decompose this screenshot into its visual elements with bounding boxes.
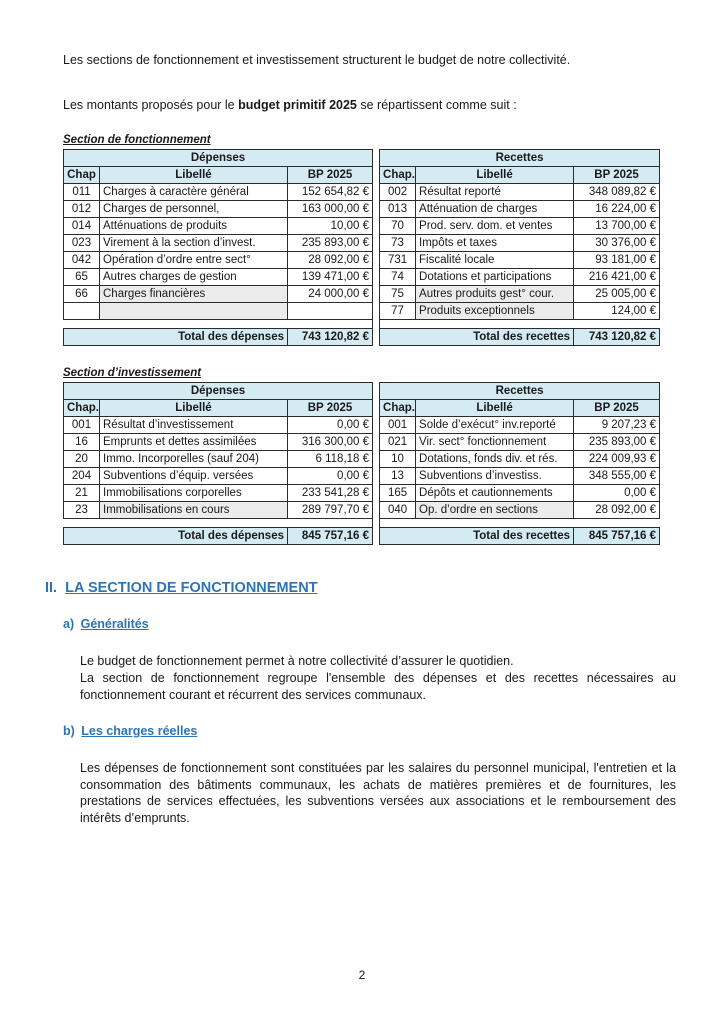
table-row [64,502,660,519]
column-header-row [64,167,660,184]
chap-cell: 013 [380,201,416,218]
libelle-cell: Vir. sect° fonctionnement [416,434,574,451]
col-header-libelle: Libellé [416,400,574,417]
total-recettes-label: Total des recettes [380,329,574,346]
chap-cell: 13 [380,468,416,485]
total-row [64,528,660,545]
subsection-a-title: Généralités [80,617,149,631]
intro-line-2-start: Les montants proposés pour le [63,98,239,112]
col-header-bp: BP 2025 [574,167,660,184]
table-title-row [64,150,660,167]
amount-cell: 233 541,28 € [288,485,373,502]
total-depenses-label: Total des dépenses [64,528,288,545]
libelle-cell [100,303,288,320]
table-separator [373,502,380,519]
amount-cell: 235 893,00 € [574,434,660,451]
table-separator [373,235,380,252]
libelle-cell: Prod. serv. dom. et ventes [416,218,574,235]
total-recettes-value: 845 757,16 € [574,528,660,545]
libelle-cell: Immo. Incorporelles (sauf 204) [100,451,288,468]
table-separator [373,400,380,417]
amount-cell: 316 300,00 € [288,434,373,451]
amount-cell: 163 000,00 € [288,201,373,218]
libelle-cell: Immobilisations en cours [100,502,288,519]
amount-cell: 25 005,00 € [574,286,660,303]
charges-reelles-paragraph: Les dépenses de fonctionnement sont constituées par les salaires du personnel municipal, l'entretien et la consommation des bâtiments communaux, les achats de matières premières et de fournitures, les prestations de services effectuées, les subventions versées aux associations et le remboursement des intérêts d’emprunts. [80,761,676,825]
col-header-bp: BP 2025 [288,400,373,417]
table-separator [373,434,380,451]
table-row [64,201,660,218]
table-separator [373,269,380,286]
col-header-chap: Chap. [380,400,416,417]
total-recettes-label: Total des recettes [380,528,574,545]
chap-cell: 73 [380,235,416,252]
chap-cell: 002 [380,184,416,201]
table-separator [373,150,380,167]
amount-cell: 289 797,70 € [288,502,373,519]
amount-cell: 224 009,93 € [574,451,660,468]
page-number: 2 [358,968,366,982]
col-header-bp: BP 2025 [574,400,660,417]
libelle-cell: Op. d’ordre en sections [416,502,574,519]
intro-line-2-end: se répartissent comme suit : [356,98,517,112]
recettes-title: Recettes [380,383,660,400]
amount-cell: 9 207,23 € [574,417,660,434]
libelle-cell: Fiscalité locale [416,252,574,269]
total-depenses-value: 743 120,82 € [288,329,373,346]
chap-cell: 70 [380,218,416,235]
table-separator [373,286,380,303]
libelle-cell: Dotations et participations [416,269,574,286]
total-row [64,329,660,346]
chap-cell: 20 [64,451,100,468]
chap-cell: 66 [64,286,100,303]
depenses-title: Dépenses [64,150,373,167]
table-row [64,269,660,286]
col-header-chap: Chap [64,167,100,184]
fonctionnement-label: Section de fonctionnement [63,134,211,146]
libelle-cell: Dotations, fonds div. et rés. [416,451,574,468]
amount-cell: 216 421,00 € [574,269,660,286]
col-header-libelle: Libellé [100,400,288,417]
amount-cell: 124,00 € [574,303,660,320]
amount-cell: 0,00 € [288,468,373,485]
amount-cell: 152 654,82 € [288,184,373,201]
section-heading [45,580,318,596]
recettes-title: Recettes [380,150,660,167]
table-separator [373,167,380,184]
generalites-paragraph: La section de fonctionnement regroupe l'ensemble des dépenses et des recettes nécessaires au fonctionnement courant et récurrent des services communaux. [80,671,676,702]
chap-cell: 204 [64,468,100,485]
table-row [64,184,660,201]
libelle-cell: Charges de personnel, [100,201,288,218]
chap-cell: 77 [380,303,416,320]
depenses-title: Dépenses [64,383,373,400]
table-row [64,303,660,320]
subsection-b-letter: b) [63,724,75,738]
libelle-cell: Atténuations de produits [100,218,288,235]
amount-cell: 139 471,00 € [288,269,373,286]
table-row [64,434,660,451]
chap-cell: 011 [64,184,100,201]
chap-cell: 165 [380,485,416,502]
table-separator [373,252,380,269]
subsection-a-heading [63,617,149,631]
chap-cell: 001 [380,417,416,434]
libelle-cell: Immobilisations corporelles [100,485,288,502]
table-title-row [64,383,660,400]
total-recettes-value: 743 120,82 € [574,329,660,346]
chap-cell: 040 [380,502,416,519]
spacer-row [64,320,660,329]
amount-cell: 0,00 € [574,485,660,502]
chap-cell: 16 [64,434,100,451]
table-separator [373,451,380,468]
amount-cell: 6 118,18 € [288,451,373,468]
amount-cell: 28 092,00 € [574,502,660,519]
intro-line-2 [63,97,517,113]
libelle-cell: Subventions d’équip. versées [100,468,288,485]
amount-cell: 28 092,00 € [288,252,373,269]
section-title: LA SECTION DE FONCTIONNEMENT [65,580,318,596]
amount-cell: 24 000,00 € [288,286,373,303]
amount-cell: 235 893,00 € [288,235,373,252]
libelle-cell: Opération d’ordre entre sect° [100,252,288,269]
chap-cell: 75 [380,286,416,303]
total-depenses-value: 845 757,16 € [288,528,373,545]
amount-cell: 10,00 € [288,218,373,235]
chap-cell: 23 [64,502,100,519]
chap-cell: 21 [64,485,100,502]
chap-cell: 042 [64,252,100,269]
table-row [64,468,660,485]
amount-cell: 16 224,00 € [574,201,660,218]
amount-cell: 348 089,82 € [574,184,660,201]
libelle-cell: Atténuation de charges [416,201,574,218]
chap-cell: 021 [380,434,416,451]
table-separator [373,201,380,218]
spacer-row [64,519,660,528]
investissement-table [63,382,660,545]
libelle-cell: Résultat reporté [416,184,574,201]
col-header-bp: BP 2025 [288,167,373,184]
intro-line-2-bold: budget primitif 2025 [238,98,357,112]
total-depenses-label: Total des dépenses [64,329,288,346]
table-row [64,286,660,303]
table-separator [373,184,380,201]
col-header-libelle: Libellé [416,167,574,184]
table-row [64,252,660,269]
col-header-libelle: Libellé [100,167,288,184]
chap-cell: 012 [64,201,100,218]
libelle-cell: Charges à caractère général [100,184,288,201]
generalites-line-1: Le budget de fonctionnement permet à notre collectivité d’assurer le quotidien. [80,654,514,668]
table-row [64,417,660,434]
amount-cell: 348 555,00 € [574,468,660,485]
table-separator [373,528,380,545]
chap-cell: 023 [64,235,100,252]
table-separator [373,383,380,400]
chap-cell: 65 [64,269,100,286]
chap-cell: 001 [64,417,100,434]
chap-cell: 014 [64,218,100,235]
table-separator [373,468,380,485]
table-row [64,218,660,235]
table-row [64,235,660,252]
table-separator [373,218,380,235]
chap-cell [64,303,100,320]
column-header-row [64,400,660,417]
libelle-cell: Solde d’exécut° inv.reporté [416,417,574,434]
table-separator [373,417,380,434]
col-header-chap: Chap. [64,400,100,417]
intro-line-1: Les sections de fonctionnement et investissement structurent le budget de notre collectivité. [63,53,571,67]
chap-cell: 74 [380,269,416,286]
section-number: II. [45,580,58,596]
amount-cell [288,303,373,320]
table-separator [373,485,380,502]
table-row [64,485,660,502]
libelle-cell: Autres charges de gestion [100,269,288,286]
subsection-b-title: Les charges réelles [81,724,198,738]
libelle-cell: Emprunts et dettes assimilées [100,434,288,451]
amount-cell: 0,00 € [288,417,373,434]
col-header-chap: Chap. [380,167,416,184]
investissement-label: Section d’investissement [63,367,202,379]
table-separator [373,303,380,320]
libelle-cell: Impôts et taxes [416,235,574,252]
amount-cell: 30 376,00 € [574,235,660,252]
libelle-cell: Charges financières [100,286,288,303]
libelle-cell: Résultat d’investissement [100,417,288,434]
libelle-cell: Dépôts et cautionnements [416,485,574,502]
chap-cell: 731 [380,252,416,269]
libelle-cell: Virement à la section d’invest. [100,235,288,252]
amount-cell: 13 700,00 € [574,218,660,235]
libelle-cell: Produits exceptionnels [416,303,574,320]
libelle-cell: Autres produits gest° cour. [416,286,574,303]
libelle-cell: Subventions d’investiss. [416,468,574,485]
subsection-a-letter: a) [63,617,75,631]
chap-cell: 10 [380,451,416,468]
table-row [64,451,660,468]
amount-cell: 93 181,00 € [574,252,660,269]
fonctionnement-table [63,149,660,346]
table-separator [373,329,380,346]
subsection-b-heading [63,724,197,738]
